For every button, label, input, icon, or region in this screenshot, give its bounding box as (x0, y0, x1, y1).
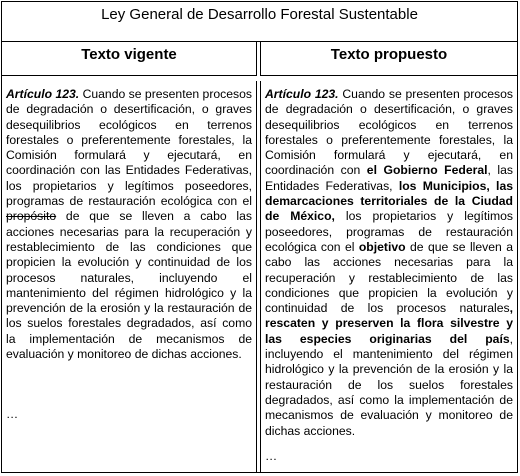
current-article-text (6, 87, 252, 362)
column-header-row (2, 42, 517, 81)
text-run: , incluyendo el mantenimiento del régimen hidrológico y la prevención de la erosión y la restauración de los suelos forestales degradados, así como la implementación de mecanismos de evaluación y monitoreo de dichas acciones. (265, 331, 513, 438)
article-number: Artículo 123. (265, 87, 339, 101)
text-run: los propietarios y legítimos poseedores, programas de restauración ecológica con el (265, 209, 514, 254)
comparison-table (1, 1, 518, 473)
struck-word: propósito (6, 209, 57, 224)
current-text-cell (2, 81, 257, 472)
added-text: objetivo (358, 239, 406, 254)
law-title: Ley General de Desarrollo Forestal Sustentable (101, 6, 418, 23)
ellipsis: … (265, 449, 278, 463)
header-proposed-label: Texto propuesto (330, 46, 448, 63)
text-run: Cuando se presenten procesos de degradación o desertificación, o graves desequilibrios ecológicos en terrenos forestales o preferentemente forestales, la Comisión formulará y ejecutará, en coordinación con (265, 87, 513, 178)
text-run: de que se lleven a cabo las acciones necesarias para la recuperación y restablecimiento de las condiciones que propicien la evolución y continuidad de los procesos naturales (265, 239, 513, 316)
ellipsis: … (6, 407, 19, 421)
header-current-label: Texto vigente (81, 46, 177, 63)
proposed-article-text (265, 87, 513, 439)
added-text: , rescaten y preserven la flora silvestre y las especies originarias del país (265, 301, 513, 346)
text-run: Cuando se presenten procesos de degradación o desertificación, o graves desequilibrios ecológicos en terrenos forestales o preferentemente forestales, la Comisión formulará y ejecutará, en coordinación con las Entidades Federativas, los propietarios y legítimos poseedores, programas de restauración ecológica con el (6, 87, 252, 209)
header-proposed-text (260, 42, 517, 76)
proposed-text-cell (260, 81, 517, 472)
text-run: , las Entidades Federativas, (265, 163, 513, 193)
article-number: Artículo 123. (6, 87, 80, 101)
header-current-text (2, 42, 257, 76)
text-run: de que se lleven a cabo las acciones necesarias para la recuperación y restablecimiento de las condiciones que propicien la evolución y continuidad de los procesos naturales, incluyendo el mantenimiento del régimen hidrológico y la prevención de la erosión y la restauración de los suelos forestales degradados, así como la implementación de mecanismos de evaluación y monitoreo de dichas acciones. (6, 209, 252, 362)
added-text: los Municipios, las demarcaciones territoriales de la Ciudad de México, (265, 178, 513, 224)
added-text: el Gobierno Federal (366, 163, 488, 178)
table-title-row (2, 2, 517, 42)
